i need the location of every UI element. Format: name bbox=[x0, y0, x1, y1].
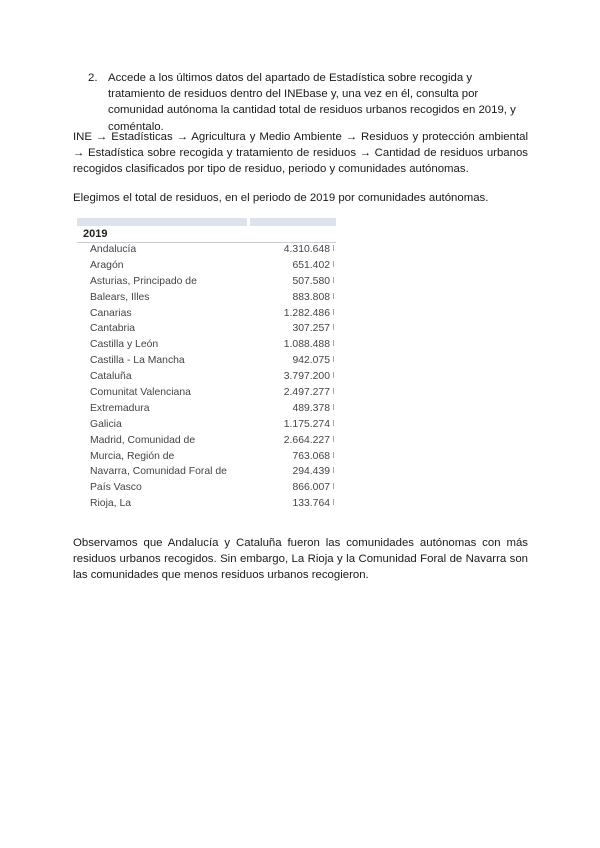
table-row bbox=[77, 418, 336, 434]
cell-note-marker bbox=[331, 277, 334, 283]
table-row bbox=[77, 275, 336, 291]
table-year-header: 2019 bbox=[83, 228, 108, 240]
table-row bbox=[77, 370, 336, 386]
waste-total-value: 307.257 bbox=[292, 323, 330, 335]
cell-note-marker bbox=[331, 436, 334, 442]
region-name: Comunitat Valenciana bbox=[90, 387, 191, 399]
navigation-path-paragraph: INE → Estadísticas → Agricultura y Medio Ambiente → Residuos y protección ambiental → Estadística sobre recogida y tratamiento de residuos → Cantidad de residuos urbanos recogidos clasificados por tipo de residuo, periodo y comunidades autónomas. bbox=[73, 131, 528, 176]
region-name: Balears, Illes bbox=[90, 291, 150, 303]
cell-note-marker bbox=[331, 245, 334, 251]
table-row bbox=[77, 354, 336, 370]
waste-total-value: 4.310.648 bbox=[283, 244, 330, 255]
region-name: Canarias bbox=[90, 307, 132, 319]
conclusion-paragraph: Observamos que Andalucía y Cataluña fueron las comunidades autónomas con más residuos urbanos recogidos. Sin embargo, La Rioja y la Comunidad Foral de Navarra son las comunidades que menos residuos urbanos recogieron. bbox=[73, 537, 528, 582]
region-name: Rioja, La bbox=[90, 498, 132, 510]
selection-paragraph: Elegimos el total de residuos, en el periodo de 2019 por comunidades autónomas. bbox=[73, 192, 489, 204]
cell-note-marker bbox=[331, 483, 334, 489]
waste-total-value: 294.439 bbox=[292, 466, 330, 478]
waste-total-value: 507.580 bbox=[292, 275, 330, 287]
cell-note-marker bbox=[331, 420, 334, 426]
table-row bbox=[77, 291, 336, 307]
table-body bbox=[77, 243, 336, 513]
cell-note-marker bbox=[331, 261, 334, 267]
cell-note-marker bbox=[331, 452, 334, 458]
region-name: Galicia bbox=[90, 418, 122, 430]
cell-note-marker bbox=[331, 324, 334, 330]
cell-note-marker bbox=[331, 467, 334, 473]
region-name: Andalucía bbox=[90, 244, 137, 255]
table-row bbox=[77, 497, 336, 513]
table-row bbox=[77, 386, 336, 402]
table-row bbox=[77, 402, 336, 418]
region-name: Castilla y León bbox=[90, 339, 159, 351]
table-row bbox=[77, 338, 336, 354]
data-table-screenshot bbox=[77, 218, 336, 514]
region-name: Castilla - La Mancha bbox=[90, 355, 185, 367]
waste-total-value: 133.764 bbox=[292, 498, 330, 510]
waste-total-value: 866.007 bbox=[292, 482, 330, 494]
table-row bbox=[77, 450, 336, 466]
cell-note-marker bbox=[331, 293, 334, 299]
cell-note-marker bbox=[331, 309, 334, 315]
waste-total-value: 3.797.200 bbox=[283, 371, 330, 383]
table-row bbox=[77, 243, 336, 259]
region-name: Aragón bbox=[90, 259, 124, 271]
table-row bbox=[77, 434, 336, 450]
cell-note-marker bbox=[331, 404, 334, 410]
cell-note-marker bbox=[331, 340, 334, 346]
table-row bbox=[77, 465, 336, 481]
waste-total-value: 883.808 bbox=[292, 291, 330, 303]
region-name: Navarra, Comunidad Foral de bbox=[90, 466, 227, 478]
waste-total-value: 1.282.486 bbox=[283, 307, 330, 319]
waste-total-value: 1.175.274 bbox=[283, 418, 330, 430]
table-row bbox=[77, 307, 336, 323]
table-row bbox=[77, 259, 336, 275]
waste-total-value: 489.378 bbox=[292, 402, 330, 414]
table-row bbox=[77, 322, 336, 338]
question-text: Accede a los últimos datos del apartado de Estadística sobre recogida y tratamiento de residuos dentro del INEbase y, una vez en él, consulta por comunidad autónoma la cantidad total de residuos urbanos recogidos en 2019, y coméntalo. bbox=[108, 72, 516, 133]
table-row bbox=[77, 481, 336, 497]
cell-note-marker bbox=[331, 356, 334, 362]
region-name: Asturias, Principado de bbox=[90, 275, 197, 287]
cell-note-marker bbox=[331, 372, 334, 378]
region-name: Madrid, Comunidad de bbox=[90, 434, 196, 446]
numbered-question bbox=[88, 70, 528, 135]
question-number: 2. bbox=[88, 72, 98, 84]
cell-note-marker bbox=[331, 388, 334, 394]
region-name: Murcia, Región de bbox=[90, 450, 175, 462]
waste-total-value: 763.068 bbox=[292, 450, 330, 462]
waste-total-value: 2.497.277 bbox=[283, 387, 330, 399]
region-name: Cantabria bbox=[90, 323, 136, 335]
region-name: Extremadura bbox=[90, 402, 150, 414]
table-header-bar bbox=[77, 218, 336, 226]
region-name: Cataluña bbox=[90, 371, 132, 383]
waste-total-value: 942.075 bbox=[292, 355, 330, 367]
region-name: País Vasco bbox=[90, 482, 142, 494]
cell-note-marker bbox=[331, 499, 334, 505]
waste-total-value: 1.088.488 bbox=[283, 339, 330, 351]
waste-total-value: 2.664.227 bbox=[283, 434, 330, 446]
waste-total-value: 651.402 bbox=[292, 259, 330, 271]
